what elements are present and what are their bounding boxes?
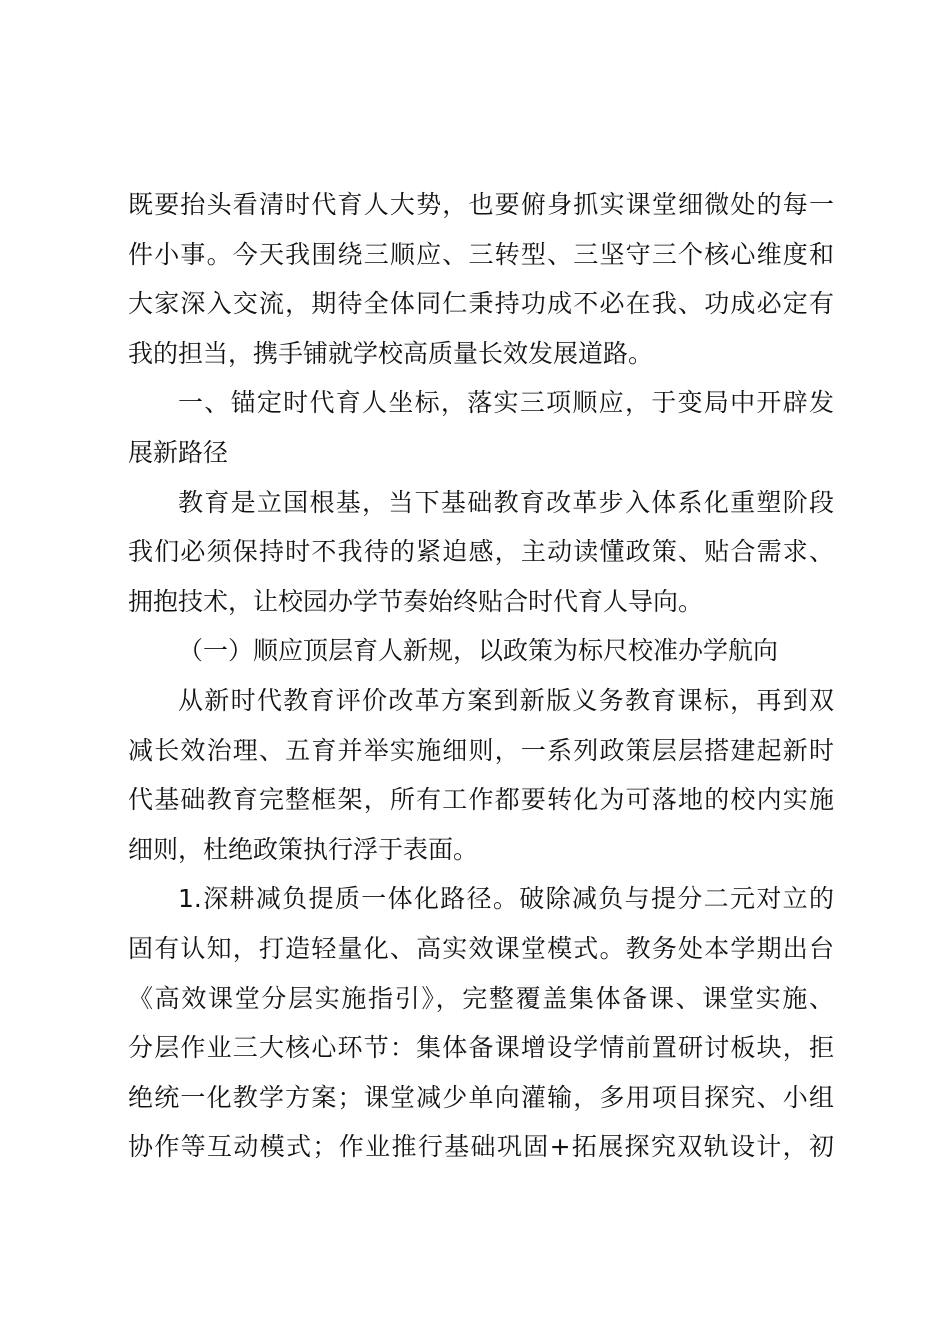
text-line: 件小事。今天我围绕三顺应、三转型、三坚守三个核心维度和: [128, 239, 834, 269]
text-line: 固有认知，打造轻量化、高实效课堂模式。教务处本学期出台: [128, 933, 834, 963]
text-line: 教育是立国根基，当下基础教育改革步入体系化重塑阶段: [178, 487, 834, 517]
text-line: 减长效治理、五育并举实施细则，一系列政策层层搭建起新时: [128, 735, 834, 765]
body-paragraph: [128, 874, 834, 1172]
document-body: [128, 180, 834, 1172]
text-line: 既要抬头看清时代育人大势，也要俯身抓实课堂细微处的每一: [128, 190, 834, 219]
section-heading: [128, 378, 834, 477]
subsection-heading: [128, 626, 834, 676]
text-line: 分层作业三大核心环节：集体备课增设学情前置研讨板块，拒: [128, 1033, 834, 1063]
text-line: 协作等互动模式；作业推行基础巩固+拓展探究双轨设计，初: [128, 1132, 834, 1162]
text-line: 细则，杜绝政策执行浮于表面。: [128, 834, 479, 864]
text-line: 1.深耕减负提质一体化路径。破除减负与提分二元对立的: [178, 884, 834, 914]
text-line: 展新路径: [128, 437, 229, 467]
text-line: 代基础教育完整框架，所有工作都要转化为可落地的校内实施: [128, 785, 834, 815]
body-paragraph: [128, 180, 834, 378]
text-line: 拥抱技术，让校园办学节奏始终贴合时代育人导向。: [128, 586, 704, 616]
text-line: 《高效课堂分层实施指引》，完整覆盖集体备课、课堂实施、: [128, 983, 834, 1013]
text-line: 一、锚定时代育人坐标，落实三项顺应，于变局中开辟发: [178, 388, 834, 418]
text-line: 从新时代教育评价改革方案到新版义务教育课标，再到双: [178, 685, 834, 715]
text-line: 绝统一化教学方案；课堂减少单向灌输，多用项目探究、小组: [128, 1082, 834, 1112]
body-paragraph: [128, 676, 834, 874]
text-line: 我们必须保持时不我待的紧迫感，主动读懂政策、贴合需求、: [128, 537, 834, 567]
text-line: （一）顺应顶层育人新规，以政策为标尺校准办学航向: [178, 636, 779, 666]
text-line: 大家深入交流，期待全体同仁秉持功成不必在我、功成必定有: [128, 289, 834, 319]
body-paragraph: [128, 478, 834, 627]
text-line: 我的担当，携手铺就学校高质量长效发展道路。: [128, 338, 654, 368]
